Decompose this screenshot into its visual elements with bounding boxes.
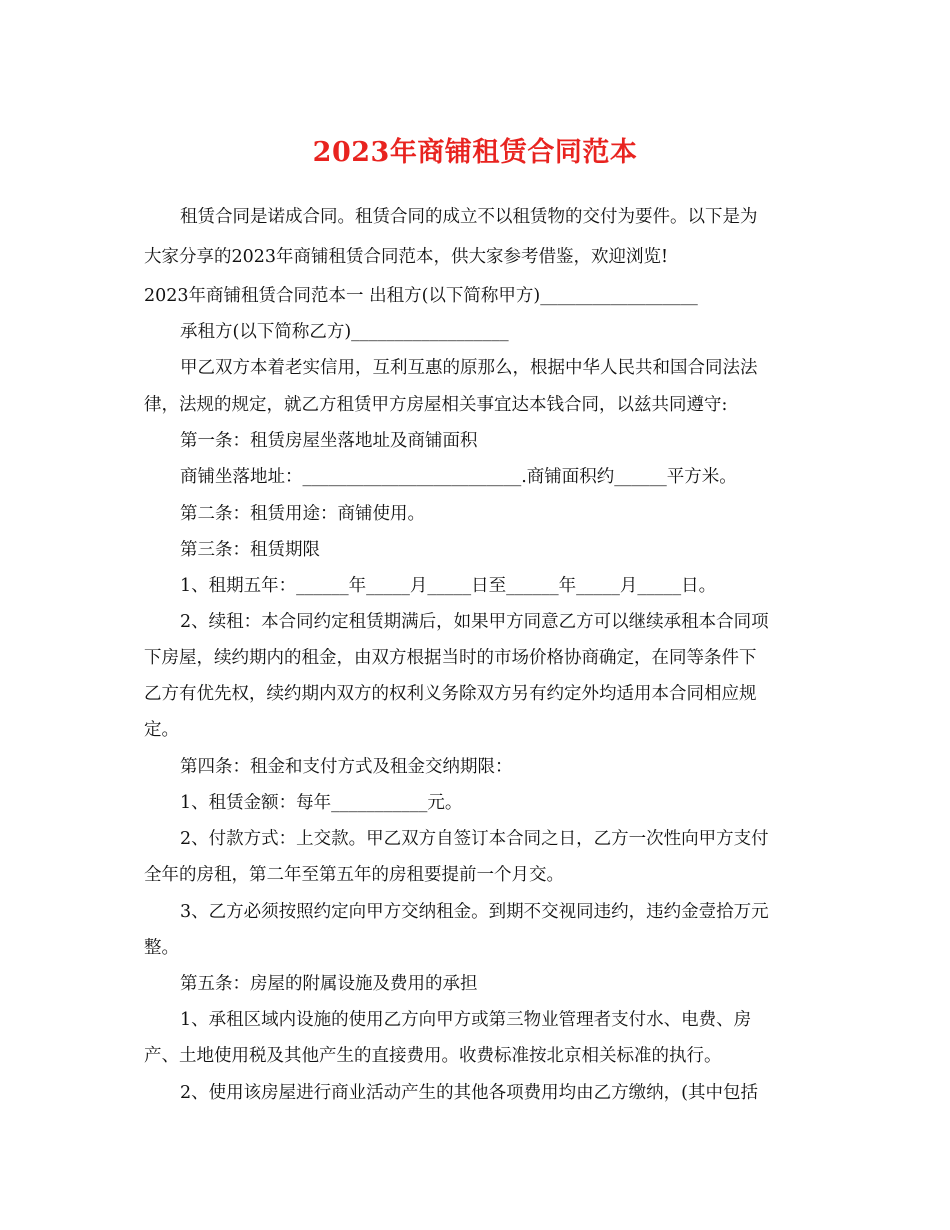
paragraph-line: 第二条：租赁用途：商铺使用。 <box>180 504 425 524</box>
paragraph-line: 商铺坐落地址：_________________________.商铺面积约______平方米。 <box>180 467 737 487</box>
paragraph-line: 2、使用该房屋进行商业活动产生的其他各项费用均由乙方缴纳，(其中包括 <box>180 1083 758 1103</box>
paragraph-line: 1、租赁金额：每年___________元。 <box>180 793 463 813</box>
paragraph-line: 1、承租区域内设施的使用乙方向甲方或第三物业管理者支付水、电费、房 <box>180 1010 752 1030</box>
paragraph-line: 租赁合同是诺成合同。租赁合同的成立不以租赁物的交付为要件。以下是为 <box>180 207 758 227</box>
paragraph-line: 下房屋，续约期内的租金，由双方根据当时的市场价格协商确定，在同等条件下 <box>144 648 757 668</box>
paragraph-line: 产、土地使用税及其他产生的直接费用。收费标准按北京相关标准的执行。 <box>144 1046 722 1066</box>
paragraph-line: 乙方有优先权，续约期内双方的权利义务除双方另有约定外均适用本合同相应规 <box>144 684 757 704</box>
paragraph-line: 定。 <box>144 720 179 740</box>
page-title: 2023年商铺租赁合同范本 <box>312 137 638 168</box>
paragraph-line: 全年的房租，第二年至第五年的房租要提前一个月交。 <box>144 865 564 885</box>
paragraph-line: 大家分享的2023年商铺租赁合同范本，供大家参考借鉴，欢迎浏览! <box>144 247 669 267</box>
paragraph-line: 第四条：租金和支付方式及租金交纳期限： <box>180 757 513 777</box>
paragraph-line: 第一条：租赁房屋坐落地址及商铺面积 <box>180 431 478 451</box>
paragraph-line: 甲乙双方本着老实信用，互利互惠的原那么，根据中华人民共和国合同法法 <box>180 358 758 378</box>
paragraph-line: 2023年商铺租赁合同范本一 出租方(以下简称甲方)__________________ <box>144 286 698 306</box>
paragraph-line: 承租方(以下简称乙方)__________________ <box>180 322 509 342</box>
paragraph-line: 第五条：房屋的附属设施及费用的承担 <box>180 974 478 994</box>
paragraph-line: 3、乙方必须按照约定向甲方交纳租金。到期不交视同违约，违约金壹拾万元 <box>180 902 769 922</box>
paragraph-line: 律，法规的规定，就乙方租赁甲方房屋相关事宜达本钱合同，以兹共同遵守: <box>144 395 728 415</box>
paragraph-line: 1、租期五年：______年_____月_____日至______年_____月_____日。 <box>180 576 717 596</box>
paragraph-line: 第三条：租赁期限 <box>180 540 320 560</box>
paragraph-line: 2、付款方式：上交款。甲乙双方自签订本合同之日，乙方一次性向甲方支付 <box>180 829 769 849</box>
paragraph-line: 整。 <box>144 938 179 958</box>
paragraph-line: 2、续租：本合同约定租赁期满后，如果甲方同意乙方可以继续承租本合同项 <box>180 612 769 632</box>
